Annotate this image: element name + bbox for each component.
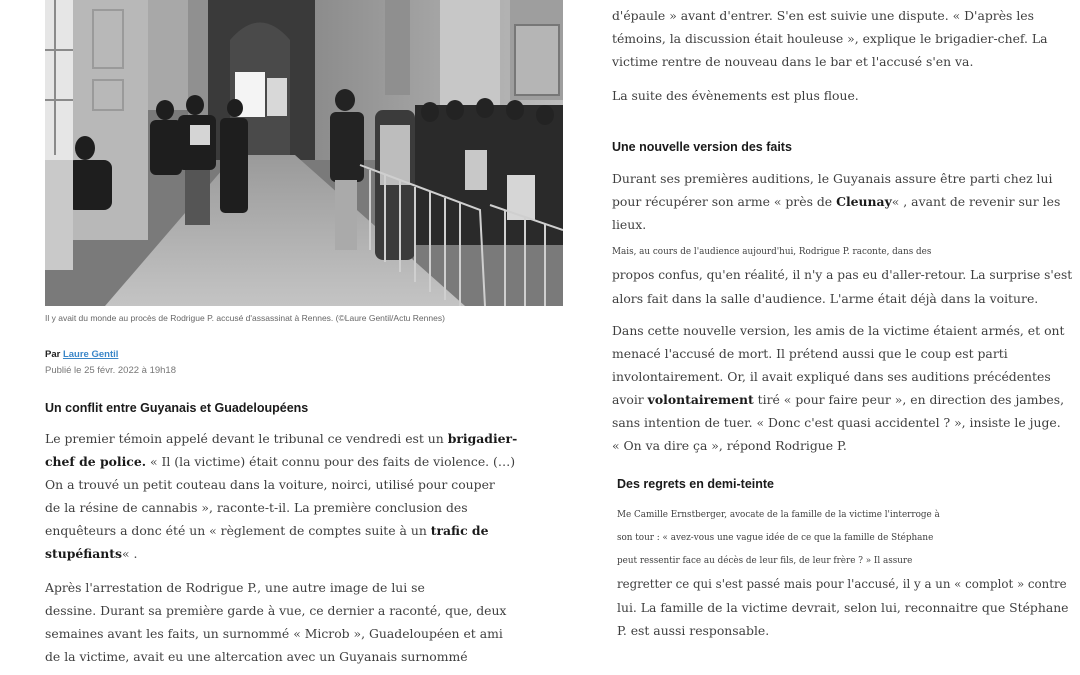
paragraph: [612, 167, 1060, 236]
text-line: menacé l'accusé de mort. Il prétend aussi que le coup est parti: [612, 346, 1008, 361]
author-link[interactable]: Laure Gentil: [62, 349, 119, 360]
byline: [45, 349, 118, 360]
text-run: pour récupérer son arme « près de: [612, 194, 837, 209]
text-line: alors fait dans la salle d'audience. L'arme était déjà dans la voiture.: [612, 291, 1039, 306]
text-line: On a trouvé un petit couteau dans la voiture, noirci, utilisé pour couper: [45, 477, 495, 492]
text-line: son tour : « avez-vous une vague idée de ce que la famille de Stéphane: [617, 533, 934, 543]
text-run: « , avant de revenir sur les: [891, 194, 1061, 209]
text-line: « On va dire ça », répond Rodrigue P.: [612, 438, 847, 453]
text-line: Dans cette nouvelle version, les amis de la victime étaient armés, et ont: [612, 323, 1065, 338]
text-line: de la résine de cannabis », raconte-t-il. La première conclusion des: [45, 500, 468, 515]
paragraph: [612, 319, 1064, 457]
text-line: victime rentre de nouveau dans le bar et l'accusé s'en va.: [612, 54, 974, 69]
text-line: P. est aussi responsable.: [617, 623, 770, 638]
bold-run: stupéfiants: [45, 546, 122, 561]
paragraph: [45, 576, 506, 668]
text-line: Après l'arrestation de Rodrigue P., une autre image de lui se: [45, 580, 425, 595]
paragraph: [612, 84, 859, 107]
text-line: involontairement. Or, il avait expliqué dans ses auditions précédentes: [612, 369, 1051, 384]
byline-prefix: Par: [45, 349, 61, 360]
paragraph: [612, 241, 1072, 310]
published-date: Publié le 25 févr. 2022 à 19h18: [45, 365, 176, 376]
text-line: [612, 190, 1060, 213]
bold-run: Cleunay: [836, 194, 892, 209]
text-line: de la victime, avait eu une altercation avec un Guyanais surnommé: [45, 649, 468, 664]
text-line: lieux.: [612, 217, 647, 232]
photo-caption: Il y avait du monde au procès de Rodrigue P. accusé d'assassinat à Rennes. (©Laure Gentil/Actu Rennes): [45, 313, 445, 323]
text-line: [45, 519, 517, 542]
paragraph: [612, 4, 1048, 73]
text-line: dessine. Durant sa première garde à vue, ce dernier a raconté, que, deux: [45, 603, 507, 618]
bold-run: brigadier-: [447, 431, 518, 446]
text-run: enquêteurs a donc été un « règlement de comptes suite à un: [45, 523, 431, 538]
section-heading: Des regrets en demi-teinte: [617, 477, 774, 491]
courthouse-hallway-photo: [45, 0, 563, 306]
text-line: d'épaule » avant d'entrer. S'en est suivie une dispute. « D'après les: [612, 8, 1034, 23]
text-line: sans intention de tuer. « Donc c'est quasi accidentel ? », insiste le juge.: [612, 415, 1061, 430]
bold-run: volontairement: [647, 392, 754, 407]
article-photo: [45, 0, 563, 306]
text-run: Le premier témoin appelé devant le tribunal ce vendredi est un: [45, 431, 448, 446]
paragraph: [617, 504, 1069, 642]
text-run: « Il (la victime) était connu pour des faits de violence. (…): [146, 454, 516, 469]
bold-run: chef de police.: [45, 454, 147, 469]
text-line: Durant ses premières auditions, le Guyanais assure être parti chez lui: [612, 171, 1053, 186]
text-line: témoins, la discussion était houleuse », explique le brigadier-chef. La: [612, 31, 1048, 46]
text-line: Mais, au cours de l'audience aujourd'hui, Rodrigue P. raconte, dans des: [612, 247, 932, 257]
text-run: avoir: [612, 392, 648, 407]
text-line: peut ressentir face au décès de leur fils, de leur frère ? » Il assure: [617, 556, 913, 566]
paragraph: [45, 427, 517, 565]
text-run: tiré « pour faire peur », en direction des jambes,: [753, 392, 1065, 407]
text-line: [45, 450, 517, 473]
text-line: propos confus, qu'en réalité, il n'y a pas eu d'aller-retour. La surprise s'est: [612, 268, 1073, 282]
text-line: [612, 388, 1064, 411]
text-run: « .: [122, 546, 138, 561]
text-line: Me Camille Ernstberger, avocate de la famille de la victime l'interroge à: [617, 510, 940, 520]
text-line: [45, 427, 517, 450]
text-line: [45, 542, 517, 565]
bold-run: trafic de: [430, 523, 489, 538]
section-heading: Un conflit entre Guyanais et Guadeloupéens: [45, 401, 309, 415]
text-line: La suite des évènements est plus floue.: [612, 88, 859, 103]
section-heading: Une nouvelle version des faits: [612, 140, 792, 154]
text-line: lui. La famille de la victime devrait, selon lui, reconnaitre que Stéphane: [617, 600, 1069, 615]
text-line: regretter ce qui s'est passé mais pour l'accusé, il y a un « complot » contre: [617, 577, 1067, 591]
text-line: semaines avant les faits, un surnommé « Microb », Guadeloupéen et ami: [45, 626, 503, 641]
